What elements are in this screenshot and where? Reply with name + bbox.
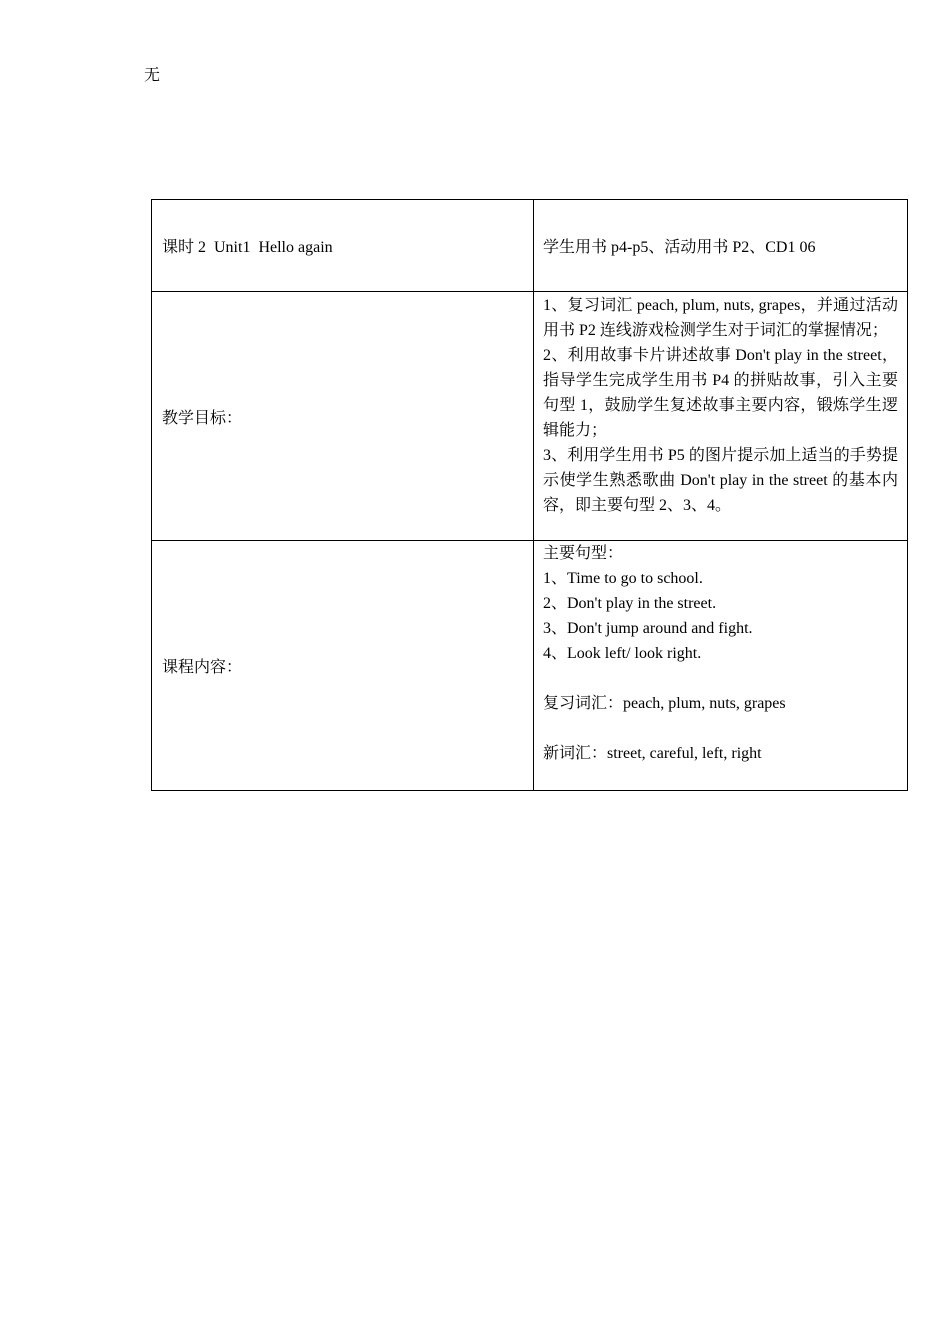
table-row-content (152, 541, 908, 791)
table-row-objectives (152, 292, 908, 541)
pattern-item-4: 4、Look left/ look right. (543, 645, 702, 662)
objectives-cell (534, 292, 908, 541)
objectives-label-cell (152, 292, 534, 541)
pattern-item-3: 3、Don't jump around and fight. (543, 620, 753, 637)
lesson-plan-table (151, 199, 908, 791)
new-vocabulary: 新词汇：street, careful, left, right (543, 745, 762, 762)
objective-item-2: 2、利用故事卡片讲述故事 Don't play in the street，指导学生完成学生用书 P4 的拼贴故事，引入主要句型 1，鼓励学生复述故事主要内容，锻炼学生逻辑能力； (543, 347, 898, 439)
spacer (543, 666, 898, 691)
objective-item-1: 1、复习词汇 peach, plum, nuts, grapes，并通过活动用书 P2 连线游戏检测学生对于词汇的掌握情况； (543, 297, 898, 339)
lesson-title: 课时 2 Unit1 Hello again (162, 239, 333, 256)
patterns-title: 主要句型： (543, 545, 624, 562)
content-label: 课程内容： (162, 659, 243, 676)
review-vocabulary: 复习词汇：peach, plum, nuts, grapes (543, 695, 786, 712)
pattern-item-1: 1、Time to go to school. (543, 570, 703, 587)
content-cell (534, 541, 908, 791)
materials-cell (534, 200, 908, 292)
spacer (543, 716, 898, 741)
pattern-item-2: 2、Don't play in the street. (543, 595, 717, 612)
lesson-materials: 学生用书 p4-p5、活动用书 P2、CD1 06 (543, 239, 816, 256)
objective-item-3: 3、利用学生用书 P5 的图片提示加上适当的手势提示使学生熟悉歌曲 Don't play in the street 的基本内容，即主要句型 2、3、4。 (543, 447, 898, 514)
lesson-title-cell (152, 200, 534, 292)
objectives-label: 教学目标： (162, 409, 243, 427)
page-top-label: 无 (144, 67, 161, 84)
content-label-cell (152, 541, 534, 791)
table-row-header (152, 200, 908, 292)
